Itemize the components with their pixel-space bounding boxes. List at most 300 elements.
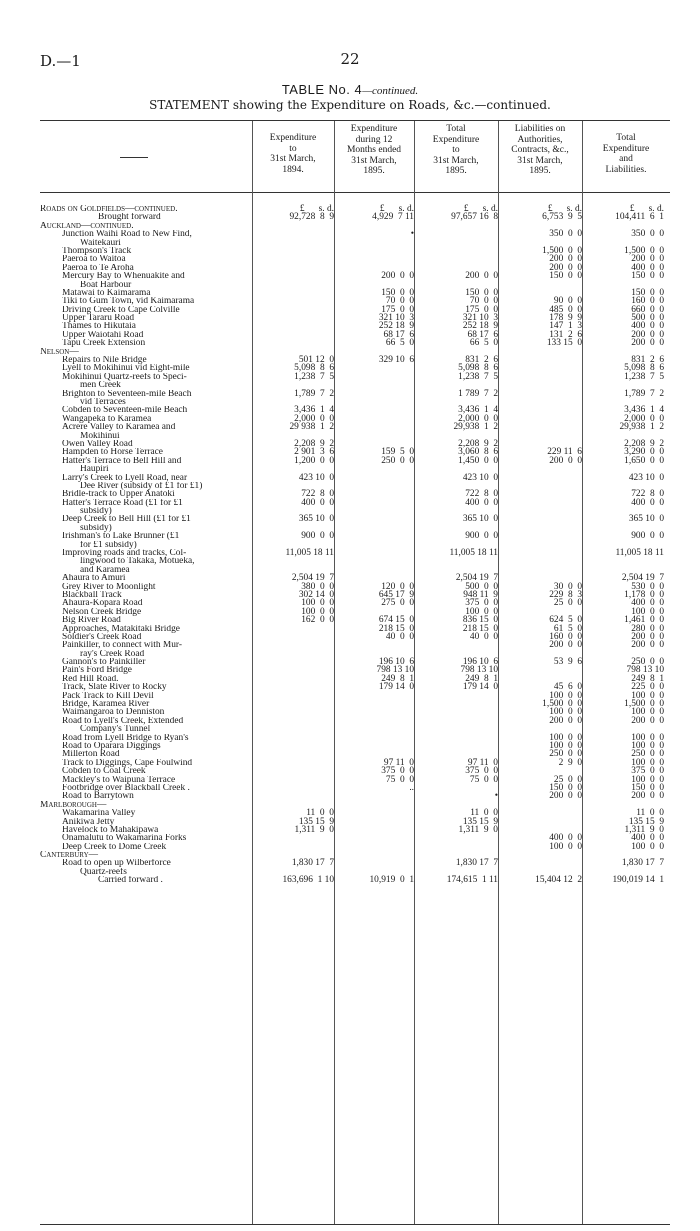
row-value: 365 10 0 [462,514,498,525]
row-value: 179 14 0 [378,682,414,693]
table-row [40,364,670,372]
row-value: 485 0 0 [549,304,582,315]
row-value: 4,929 7 11 [372,212,414,223]
row-value: 160 0 0 [631,296,664,307]
row-value: 200 0 0 [549,455,582,466]
row-label: Ahaura to Amuri [62,574,126,583]
row-value: .. [409,782,414,793]
row-value: 1,178 0 0 [624,589,664,600]
row-label: Pack Track to Kill Devil [62,691,154,701]
row-value: 831 2 6 [631,355,664,366]
row-value: 150 0 0 [631,287,664,298]
row-value: 400 0 0 [631,497,664,508]
row-value: 11,005 18 11 [285,548,334,559]
row-label: ray's Creek Road [80,649,145,659]
column-header-line: Expenditure [602,143,650,154]
table-row [40,666,670,674]
table-row [40,658,670,666]
row-value: 100 0 0 [631,741,664,751]
row-value: 200 0 0 [549,254,582,265]
table-row [40,213,670,221]
header-rule [40,192,670,193]
row-value: 196 10 6 [462,657,498,668]
row-value: 200 0 0 [631,631,664,642]
row-value: 150 0 0 [549,271,582,282]
column-header-5 [582,133,670,175]
row-value: 423 10 0 [298,472,334,483]
row-label: Repairs to Nile Bridge [62,356,147,365]
row-value: 11 0 0 [636,808,664,819]
row-value: 252 18 9 [378,321,414,332]
row-value: 302 14 0 [298,589,334,600]
row-value: 229 8 3 [549,589,582,600]
row-value: 5,098 8 6 [294,363,334,374]
table-row [40,549,670,557]
row-value: 400 0 0 [631,321,664,332]
row-value: 45 6 0 [553,682,582,693]
row-value: 836 15 0 [462,615,498,626]
row-value: 1,311 9 0 [624,824,664,835]
row-value: 400 0 0 [631,833,664,844]
row-value: 1,238 7 5 [294,371,334,382]
row-label: Hampden to Horse Terrace [62,448,163,457]
row-value: 5,098 8 6 [624,363,664,374]
row-value: 11 0 0 [470,808,498,819]
row-value: 196 10 6 [378,657,414,668]
row-label: Hatter's Terrace Road (£1 for £1 [62,498,183,508]
bottom-rule [40,1224,670,1225]
row-value: 1,500 0 0 [542,245,582,256]
row-value: 150 0 0 [549,782,582,793]
column-header-2 [334,124,414,177]
row-value: 400 0 0 [465,497,498,508]
column-header-line: 31st March, [270,154,316,164]
row-value: 150 0 0 [465,287,498,298]
row-value: 104,411 6 1 [615,212,664,223]
row-label: Road from Lyell Bridge to Ryan's [62,733,189,743]
table-row [40,541,670,549]
row-label: Havelock to Mahakipawa [62,825,159,835]
table-row [40,717,670,725]
row-value: 400 0 0 [301,497,334,508]
row-label: Anikiwa Jetty [62,817,115,826]
row-value: • [494,791,498,802]
row-value: 530 0 0 [631,581,664,592]
table-row [40,348,670,356]
row-label: subsidy) [80,507,112,516]
row-value: 250 0 0 [549,749,582,760]
row-label: Improving roads and tracks, Col- [62,549,187,558]
row-value: 174,615 1 11 [446,875,498,886]
table-row [40,423,670,431]
row-value: 70 0 0 [469,296,498,307]
row-value: 100 0 0 [549,741,582,751]
row-label: Onamalutu to Wakamarina Forks [62,834,187,843]
row-value: 100 0 0 [301,598,334,609]
row-value: 674 15 0 [378,615,414,626]
row-label: Bridge, Karamea River [62,700,150,709]
row-value: 200 0 0 [631,329,664,340]
row-value: 722 8 0 [301,489,334,500]
row-value: 10,919 0 1 [369,875,414,886]
row-value: 68 17 6 [467,329,498,340]
row-label: and Karamea [80,565,130,575]
row-label: Irishman's to Lake Brunner (£1 [62,532,180,541]
table-row [40,532,670,540]
column-header-4 [498,124,582,177]
table-row [40,490,670,498]
row-value: 400 0 0 [631,262,664,273]
row-label: Mokihinui [80,431,120,440]
section-heading: Marlborough— [40,800,107,810]
row-value: 100 0 0 [549,707,582,718]
row-value: 175 0 0 [381,304,414,315]
row-value: 90 0 0 [553,296,582,307]
row-value: 3,436 1 4 [294,405,334,416]
row-value: 722 8 0 [465,489,498,500]
table-row [40,457,670,465]
row-label: Thompson's Track [62,246,132,256]
table-title-cont: —continued. [362,85,419,97]
row-value: 100 0 0 [631,732,664,743]
table-row [40,876,670,884]
row-value: 5,098 8 6 [458,363,498,374]
row-value: 200 0 0 [381,271,414,282]
table-body [40,205,670,885]
row-value: 200 0 0 [631,338,664,349]
row-value: 25 0 0 [553,598,582,609]
row-value: 2,208 9 2 [624,438,664,449]
row-label: Haupiri [80,465,109,474]
row-value: 660 0 0 [631,304,664,315]
row-value: 30 0 0 [553,581,582,592]
column-header-line: Liabilities on [514,124,566,134]
row-value: 135 15 9 [628,816,664,827]
row-value: 624 5 0 [549,615,582,626]
row-label: Paeroa to Te Aroha [62,263,134,273]
stub-dash [120,157,148,158]
row-label: Waimangaroa to Denniston [62,708,165,717]
row-value: 900 0 0 [301,531,334,542]
row-value: 798 13 10 [626,665,664,676]
column-header-line: and [619,154,633,164]
row-value: 218 15 0 [462,623,498,634]
section-heading: Auckland—continued. [40,221,134,231]
row-value: 722 8 0 [631,489,664,500]
row-label: Wangapeka to Karamea [62,414,152,424]
row-value: 1,500 0 0 [624,245,664,256]
row-value: 133 15 0 [546,338,582,349]
row-label: Grey River to Moonlight [62,582,156,591]
table-title [0,82,700,97]
row-value: 2,504 19 7 [621,573,664,584]
row-label: Brought forward [98,213,161,222]
table-row [40,851,670,859]
row-value: 11,005 18 11 [615,548,664,559]
row-value: 131 2 6 [549,329,582,340]
row-value: 249 8 1 [381,673,414,684]
column-header-line: 31st March, [351,155,397,166]
row-label: Mokihinui Quartz-reefs to Speci- [62,372,187,382]
row-value: 100 0 0 [631,690,664,701]
table-row [40,272,670,280]
row-value: 150 0 0 [631,782,664,793]
row-value: 321 10 3 [462,313,498,324]
row-label: Company's Tunnel [80,725,151,734]
table-row [40,557,670,565]
column-header-line: Expenditure [432,134,480,145]
row-value: 645 17 9 [378,589,414,600]
row-value: 135 15 9 [462,816,498,827]
row-value: 135 15 9 [298,816,334,827]
row-label: Wakamarina Valley [62,809,136,818]
row-value: 100 0 0 [631,606,664,617]
row-value: 200 0 0 [549,262,582,273]
row-value: 200 0 0 [549,791,582,802]
row-value: 1,789 7 2 [294,388,334,399]
row-value: 1,311 9 0 [458,824,498,835]
row-value: 75 0 0 [385,774,414,785]
row-value: 159 5 0 [381,447,414,458]
row-value: 3,290 0 0 [624,447,664,458]
row-value: 400 0 0 [549,833,582,844]
row-value: 1 789 7 2 [458,388,498,399]
row-value: 200 0 0 [549,715,582,726]
table-row [40,406,670,414]
row-value: 25 0 0 [553,774,582,785]
row-value: 100 0 0 [631,774,664,785]
row-label: Driving Creek to Cape Colville [62,305,180,315]
row-value: 218 15 0 [378,623,414,634]
table-row [40,792,670,800]
row-label: Boat Harbour [80,280,132,289]
row-label: Soldier's Creek Road [62,632,142,642]
row-value: 190,019 14 1 [612,875,664,886]
row-value: 160 0 0 [549,631,582,642]
row-value: 365 10 0 [628,514,664,525]
row-value: 97 11 0 [383,757,414,768]
row-value: 500 0 0 [465,581,498,592]
row-value: 100 0 0 [301,606,334,617]
table-subtitle: STATEMENT showing the Expenditure on Roads, &c.—continued. [149,98,551,112]
row-value: 29 938 1 2 [289,422,334,433]
row-label: Track, Slate River to Rocky [62,683,167,692]
table-row [40,499,670,507]
row-label: Millerton Road [62,750,120,759]
table-title-main: TABLE No. 4 [281,82,363,97]
column-header-line: Contracts, &c., [511,145,569,155]
row-label: Deep Creek to Bell Hill (£1 for £1 [62,515,191,524]
row-value: 423 10 0 [462,472,498,483]
row-value: 1,830 17 7 [291,858,334,869]
table-row [40,398,670,406]
row-label: Tapu Creek Extension [62,339,146,348]
table-row [40,474,670,482]
row-value: 329 10 6 [378,355,414,366]
row-label: Acrere Valley to Karamea and [62,423,176,432]
row-value: 350 0 0 [631,229,664,240]
table-row [40,599,670,607]
row-value: 92,728 8 9 [289,212,334,223]
row-value: 70 0 0 [385,296,414,307]
row-value: 948 11 9 [463,589,498,600]
row-value: 75 0 0 [469,774,498,785]
row-value: 66 5 0 [469,338,498,349]
column-header-line: Total [446,124,466,134]
column-header-line: during 12 [355,134,393,145]
row-value: 100 0 0 [549,841,582,852]
column-header-line: to [452,145,460,155]
row-value: 500 0 0 [631,313,664,324]
row-value: 252 18 9 [462,321,498,332]
row-label: Track to Diggings, Cape Foulwind [62,758,193,768]
column-header-line: Expenditure [269,133,317,143]
row-value: 249 8 1 [631,673,664,684]
row-value: 66 5 0 [385,338,414,349]
row-value: 831 2 6 [465,355,498,366]
row-value: 1,238 7 5 [458,371,498,382]
row-value: 900 0 0 [465,531,498,542]
row-value: 250 0 0 [631,657,664,668]
row-label: Cobden to Seventeen-mile Beach [62,406,188,415]
row-label: subsidy) [80,523,112,533]
row-value: 2,208 9 2 [458,438,498,449]
row-value: 225 0 0 [631,682,664,693]
row-value: 29,938 1 2 [453,422,498,433]
row-value: 40 0 0 [469,631,498,642]
row-value: 321 10 3 [378,313,414,324]
column-header-3 [414,124,498,177]
column-header-line: 1894. [282,164,304,175]
row-value: 200 0 0 [465,271,498,282]
row-label: Hatter's Terrace to Bell Hill and [62,456,182,466]
row-value: 100 0 0 [631,707,664,718]
row-label: Bridle-track to Upper Anatoki [62,490,175,499]
row-label: Thames to Hikutaia [62,322,136,331]
table-row [40,641,670,649]
row-value: 375 0 0 [465,766,498,777]
row-value: £ s. d. [379,204,414,214]
row-value: £ s. d. [463,204,498,214]
row-value: 1,789 7 2 [624,388,664,399]
row-label: Junction Waihi Road to New Find, [62,230,192,239]
column-header-line: 1895. [445,166,467,176]
row-value: 229 11 6 [547,447,582,458]
table-row [40,415,670,423]
row-value: 40 0 0 [385,631,414,642]
column-header-line: Total [616,133,636,143]
row-value: 1,650 0 0 [624,455,664,466]
row-value: 798 13 10 [460,665,498,676]
row-label: Matawai to Kaimarama [62,288,151,298]
table-row [40,515,670,523]
row-value: 2,504 19 7 [455,573,498,584]
row-value: 1,238 7 5 [624,371,664,382]
row-label: for £1 subsidy) [80,540,137,550]
table-row [40,339,670,347]
row-value: 2,504 19 7 [291,573,334,584]
row-value: 380 0 0 [301,581,334,592]
row-value: 61 5 0 [553,623,582,634]
row-value: 3,436 1 4 [624,405,664,416]
row-value: 15,404 12 2 [535,875,582,886]
row-value: 1,830 17 7 [621,858,664,869]
table-row [40,356,670,364]
row-value: 2 901 3 6 [294,447,334,458]
section-heading: Canterbury— [40,851,99,860]
column-header-1 [252,133,334,175]
row-value: 2,000 0 0 [458,413,498,424]
row-value: 200 0 0 [631,254,664,265]
row-value: 100 0 0 [631,841,664,852]
header-left: D.—1 [40,52,81,70]
row-value: 900 0 0 [631,531,664,542]
row-value: 150 0 0 [381,287,414,298]
row-label: vid Terraces [80,397,126,407]
row-value: £ s. d. [547,204,582,214]
section-heading: Roads on Goldfields—continued. [40,205,178,214]
row-value: 375 0 0 [631,766,664,777]
top-rule [40,120,670,121]
row-label: Nelson Creek Bridge [62,607,142,617]
row-label: Footbridge over Blackball Creek . [62,783,190,793]
row-label: Deep Creek to Dome Creek [62,842,167,852]
row-label: Mercury Bay to Whenuakite and [62,272,185,281]
row-label: lingwood to Takaka, Motueka, [80,557,195,566]
row-value: 179 14 0 [462,682,498,693]
table-row [40,818,670,826]
row-value: 6,753 9 5 [542,212,582,223]
row-label: Paeroa to Waitoa [62,255,126,264]
row-value: 2,000 0 0 [624,413,664,424]
row-value: 501 12 0 [298,355,334,366]
row-label: Waitekauri [80,238,121,247]
table-row [40,859,670,867]
row-value: • [410,229,414,240]
table-row [40,390,670,398]
row-value: £ s. d. [299,204,334,214]
row-label: Approaches, Matakitaki Bridge [62,624,180,633]
row-value: 350 0 0 [549,229,582,240]
row-label: Owen Valley Road [62,439,133,449]
row-label: Blackball Track [62,590,122,600]
row-value: 250 0 0 [381,455,414,466]
row-label: Road to open up Wilberforce [62,859,171,868]
page-number: 22 [340,50,360,68]
table-row [40,432,670,440]
row-value: 100 0 0 [549,690,582,701]
table-row [40,281,670,289]
column-header-line: Months ended [346,145,402,155]
column-header-line: Expenditure [350,124,398,134]
row-value: 200 0 0 [631,640,664,651]
row-label: Big River Road [62,616,121,625]
row-label: Tiki to Gum Town, vid Kaimarama [62,297,195,306]
row-value: 2,208 9 2 [294,438,334,449]
row-label: Cobden to Coal Creek [62,767,146,776]
row-label: Lyell to Mokihinui vid Eight-mile [62,364,190,373]
row-value: 1,461 0 0 [624,615,664,626]
row-value: 200 0 0 [631,715,664,726]
row-label: Upper Tararu Road [62,314,135,323]
row-value: 178 9 9 [549,313,582,324]
table-row [40,524,670,532]
row-label: Ahaura-Kopara Road [62,599,143,608]
row-label: Road to Lyell's Creek, Extended [62,716,184,726]
row-label: Larry's Creek to Lyell Road, near [62,473,188,482]
row-label: Quartz-reefs [80,867,127,877]
row-value: 150 0 0 [631,271,664,282]
